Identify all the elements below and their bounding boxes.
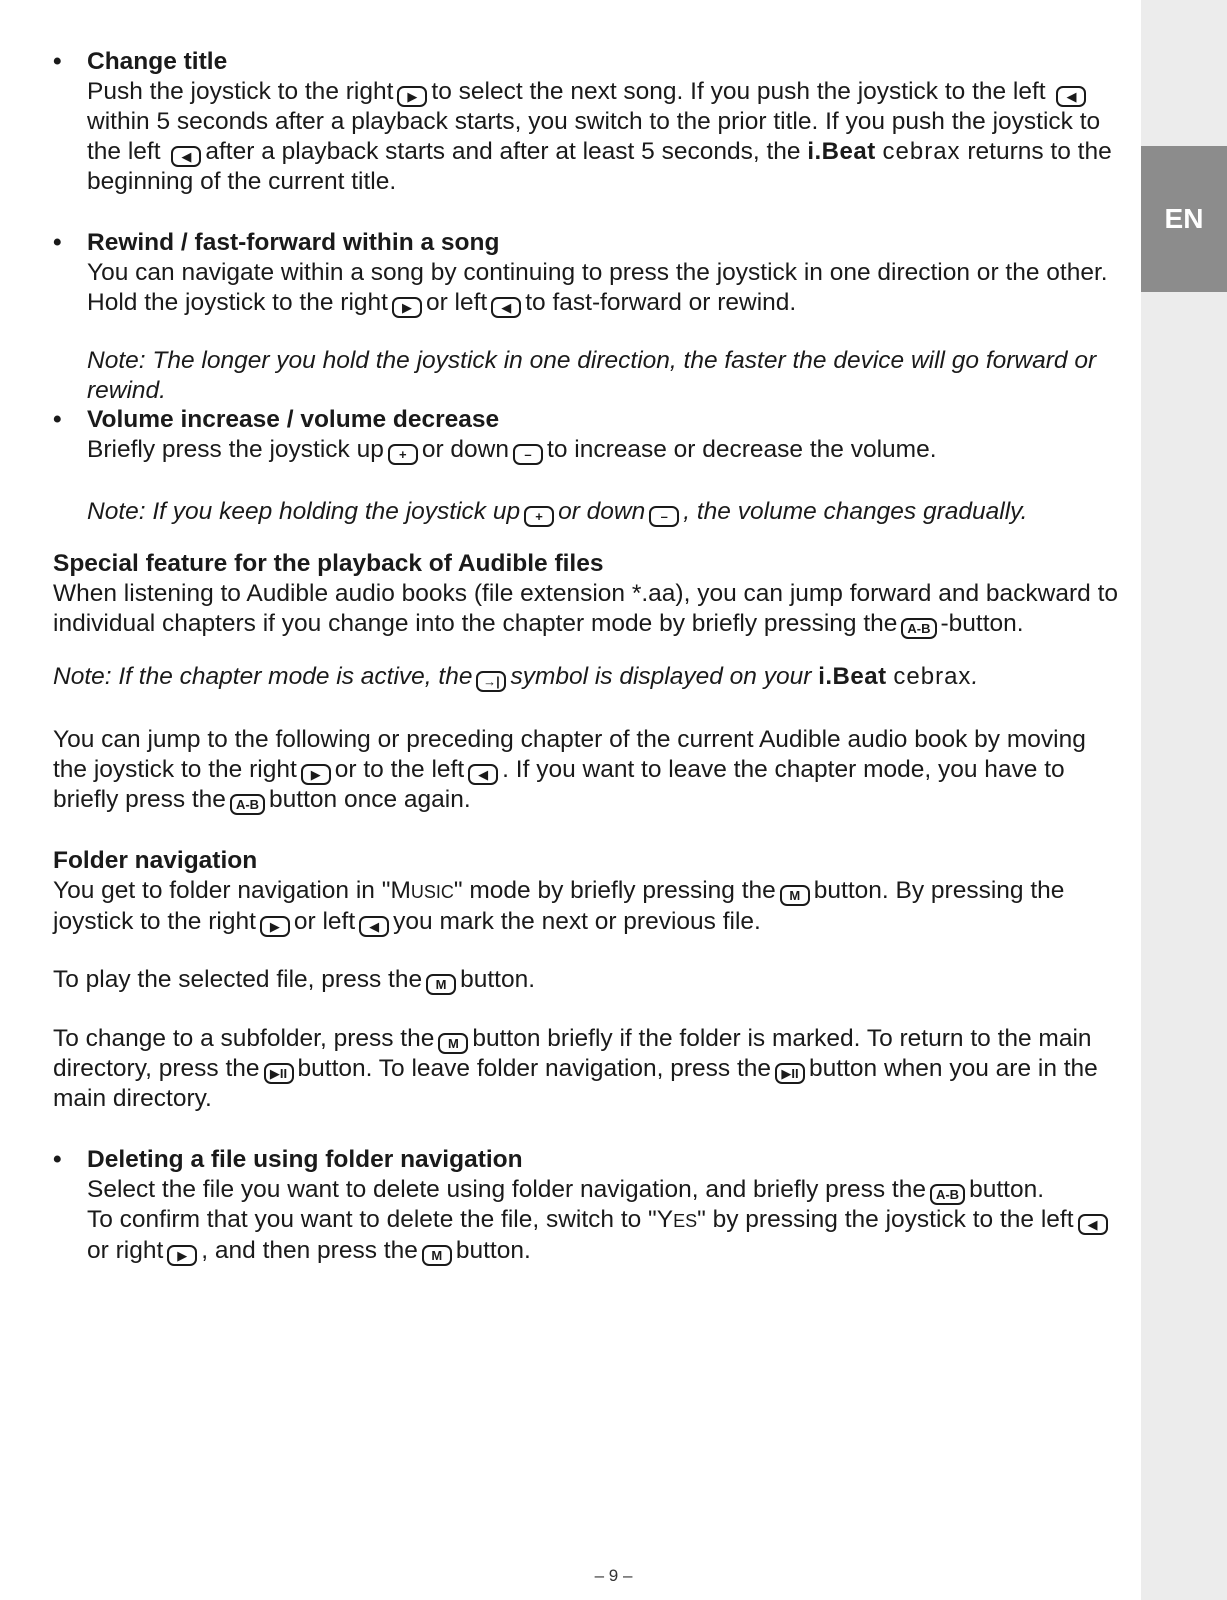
paragraph-text: or to the left: [334, 756, 465, 783]
language-tab: [1141, 146, 1227, 292]
joystick-right-icon: ▶: [301, 764, 331, 785]
paragraph-text: to select the next song. If you push the joystick to the left: [431, 78, 1046, 105]
section-change-title: [53, 47, 1127, 197]
m-button-icon: M: [422, 1245, 452, 1266]
section-heading: Volume increase / volume decrease: [87, 406, 500, 433]
paragraph-text: " by pressing the joystick to the left: [697, 1206, 1074, 1233]
ab-button-icon: A-B: [930, 1184, 965, 1205]
paragraph-text: You get to folder navigation in ": [53, 877, 391, 904]
bullet: •: [53, 229, 62, 256]
paragraph-text: button.: [460, 966, 536, 993]
paragraph-text: button when you are in the main directory.: [53, 1055, 1098, 1112]
paragraph-text: button. By pressing the joystick to the right: [53, 877, 1065, 935]
section-rewind: [53, 228, 1127, 318]
section-heading: Folder navigation: [53, 847, 258, 874]
chapter-mode-icon: →|: [476, 671, 506, 692]
note-text: symbol is displayed on your: [510, 663, 812, 690]
section-heading: Rewind / fast-forward within a song: [87, 229, 500, 256]
paragraph-text: within 5 seconds after a playback starts, you switch to the prior title. If you push the joystick to the left: [87, 108, 1101, 165]
paragraph-text: You can jump to the following or preceding chapter of the current Audible audio book by moving the joystick to the right: [53, 726, 1086, 783]
page-number: – 9 –: [594, 1566, 633, 1585]
paragraph-text: button.: [455, 1237, 531, 1264]
ab-button-icon: A-B: [230, 794, 265, 815]
joystick-right-icon: ▶: [167, 1245, 197, 1266]
note-text: , the volume changes gradually.: [683, 498, 1028, 525]
paragraph-text: button.: [969, 1176, 1045, 1203]
joystick-down-minus-icon: –: [513, 444, 543, 465]
section-audible: [53, 549, 1123, 639]
joystick-up-plus-icon: +: [524, 506, 554, 527]
paragraph-text: returns to the beginning of the current title.: [87, 138, 1112, 195]
paragraph-text: . If you want to leave the chapter mode, you have to briefly press the: [53, 756, 1065, 813]
note-text: or down: [558, 498, 646, 525]
paragraph-text: To play the selected file, press the: [53, 966, 423, 993]
joystick-left-icon: ◀: [491, 297, 521, 318]
section-heading: Deleting a file using folder navigation: [87, 1146, 523, 1173]
paragraph-text: to increase or decrease the volume.: [547, 436, 937, 463]
joystick-up-plus-icon: +: [388, 444, 418, 465]
subfolder-paragraph: [53, 1024, 1123, 1114]
paragraph-text: , and then press the: [201, 1237, 418, 1264]
play-pause-button-icon: ▶II: [264, 1063, 294, 1084]
paragraph-text: to fast-forward or rewind.: [525, 289, 797, 316]
rewind-note: Note: The longer you hold the joystick in one direction, the faster the device will go forward or rewind.: [87, 347, 1097, 404]
m-button-icon: M: [426, 974, 456, 995]
brand-logo-cebrax: cebrax: [893, 663, 972, 690]
paragraph-text: To confirm that you want to delete the file, switch to ": [87, 1206, 657, 1233]
m-button-icon: M: [780, 885, 810, 906]
paragraph-text: Select the file you want to delete using folder navigation, and briefly press the: [87, 1176, 926, 1203]
yes-option-label-smallcaps: ES: [673, 1211, 698, 1231]
joystick-left-icon: ◀: [359, 916, 389, 937]
paragraph-text: -button.: [940, 610, 1024, 637]
brand-logo-ibeat: i.Beat: [807, 138, 876, 165]
m-button-icon: M: [438, 1033, 468, 1054]
paragraph-text: You can navigate within a song by continuing to press the joystick in one direction or the other. Hold the joystick to the right: [87, 259, 1108, 316]
brand-logo-cebrax: cebrax: [882, 138, 961, 165]
joystick-right-icon: ▶: [392, 297, 422, 318]
music-mode-label-smallcaps: USIC: [410, 882, 454, 902]
section-heading: Change title: [87, 48, 228, 75]
joystick-down-minus-icon: –: [649, 506, 679, 527]
joystick-left-icon: ◀: [171, 146, 201, 167]
joystick-left-icon: ◀: [1056, 86, 1086, 107]
language-label: EN: [1164, 203, 1204, 234]
paragraph-text: or left: [293, 908, 356, 935]
paragraph-text: you mark the next or previous file.: [393, 908, 761, 935]
note-text: .: [971, 663, 979, 690]
paragraph-text: button once again.: [269, 786, 471, 813]
chapter-mode-note: [53, 662, 1123, 692]
joystick-right-icon: ▶: [260, 916, 290, 937]
paragraph-text: Briefly press the joystick up: [87, 436, 384, 463]
paragraph-text: after a playback starts and after at least 5 seconds, the: [205, 138, 801, 165]
bullet: •: [53, 1146, 62, 1173]
joystick-left-icon: ◀: [1078, 1214, 1108, 1235]
joystick-right-icon: ▶: [397, 86, 427, 107]
paragraph-text: When listening to Audible audio books (file extension *.aa), you can jump forward and backward to individual chapters if you change into the chapter mode by briefly pressing the: [53, 580, 1119, 637]
paragraph-text: or left: [425, 289, 488, 316]
yes-option-label: Y: [656, 1206, 674, 1233]
paragraph-text: Push the joystick to the right: [87, 78, 394, 105]
music-mode-label: M: [390, 877, 411, 904]
note-text: Note: If the chapter mode is active, the: [53, 663, 473, 690]
paragraph-text: " mode by briefly pressing the: [453, 877, 776, 904]
chapter-jump-paragraph: [53, 725, 1123, 815]
play-pause-button-icon: ▶II: [775, 1063, 805, 1084]
bullet: •: [53, 406, 62, 433]
section-volume: [53, 405, 1127, 465]
section-folder-navigation: [53, 846, 1123, 937]
section-delete-file: [53, 1145, 1127, 1266]
paragraph-text: button. To leave folder navigation, press the: [297, 1055, 772, 1082]
play-file-paragraph: [53, 965, 1123, 995]
paragraph-text: or right: [87, 1237, 164, 1264]
brand-logo-ibeat: i.Beat: [818, 663, 887, 690]
paragraph-text: To change to a subfolder, press the: [53, 1025, 435, 1052]
paragraph-text: button briefly if the folder is marked. To return to the main directory, press the: [53, 1025, 1092, 1082]
volume-note: [87, 497, 1127, 527]
bullet: •: [53, 48, 62, 75]
joystick-left-icon: ◀: [468, 764, 498, 785]
note-text: Note: If you keep holding the joystick up: [87, 498, 521, 525]
paragraph-text: or down: [421, 436, 510, 463]
section-heading: Special feature for the playback of Audible files: [53, 550, 604, 577]
ab-button-icon: A-B: [901, 618, 936, 639]
